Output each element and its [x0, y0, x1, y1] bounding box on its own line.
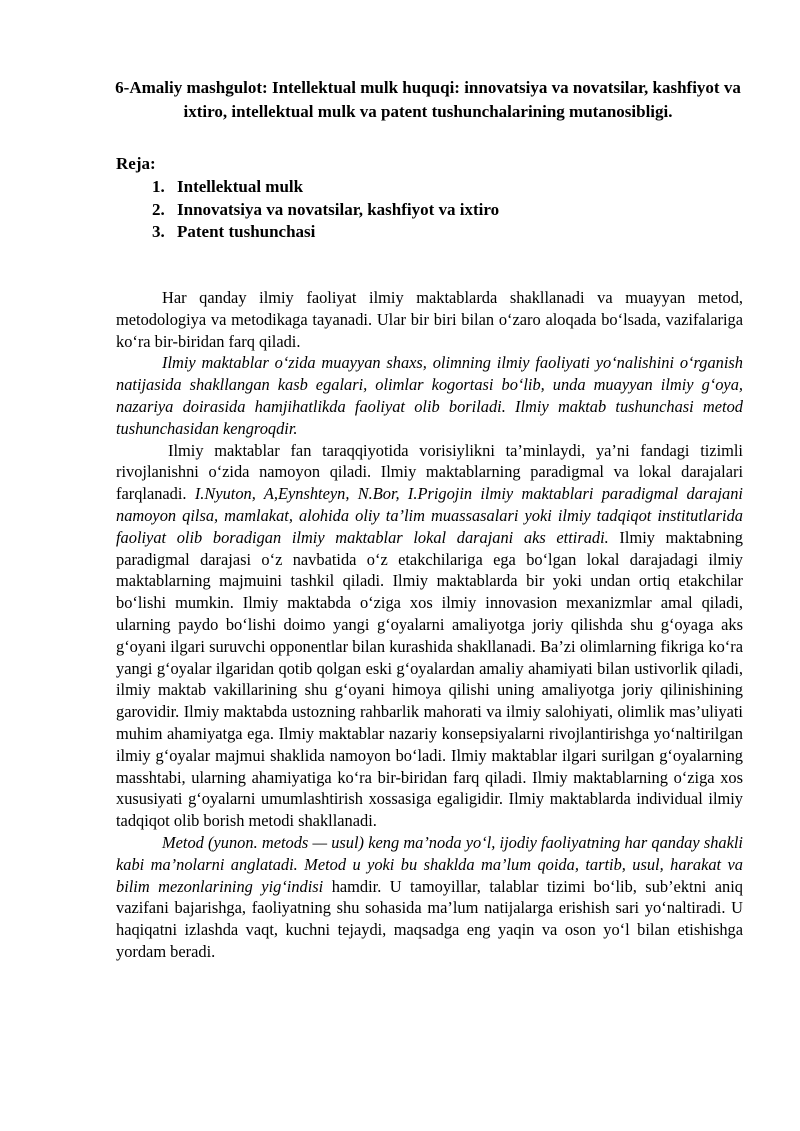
document-title: 6-Amaliy mashgulot: Intellektual mulk huquqi: innovatsiya va novatsilar, kashfiyot va ixtiro, intellektual mulk va patent tushunchalarining mutanosibligi. — [115, 78, 741, 121]
paragraph-3 — [116, 440, 743, 832]
paragraph-3-part-2: Ilmiy maktabning paradigmal darajasi o‘z navbatida o‘z etakchilariga ega bo‘lgan lokal darajadagi ilmiy maktablarning majmuini tashkil qiladi. Ilmiy maktablarda bir yoki undan ortiq etakchilar bo‘lishi mumkin. Ilmiy maktabda o‘ziga xos ilmiy innovasion mexanizmlar amal qiladi, ularning paydo bo‘lishi doimo yangi g‘oyalarni amaliyotga joriy qilishda shu g‘oyaga aks g‘oyani ilgari suruvchi opponentlar bilan kurashida shakllanadi. Ba’zi olimlarning fikriga ko‘ra yangi g‘oyalar ilgaridan qotib qolgan eski g‘oyalardan amaliy ahamiyati bilan ustivorlik qiladi, ilmiy maktab vakillarining shu g‘oyani himoya qilishi uning amaliyotga joriy qilinishining garovidir. Ilmiy maktabda ustozning rahbarlik mahorati va ilmiy salohiyati, olimlik mas’uliyati muhim ahamiyatga ega. Ilmiy maktablar nazariy konsepsiyalarni rivojlantirishga yo‘naltirilgan ilmiy g‘oyalar majmui shaklida namoyon bo‘ladi. Ilmiy maktablar ilgari surilgan g‘oyalarning masshtabi, ularning ahamiyatiga ko‘ra bir-biridan farq qiladi. Ilmiy maktablarning o‘ziga xos xususiyati g‘oyalarni umumlashtirish xossasiga egaligidir. Ilmiy maktablarda individual ilmiy tadqiqot olib borish metodi shakllanadi. — [116, 527, 743, 831]
plan-item-number: 3. — [152, 222, 165, 241]
plan-item-number: 1. — [152, 177, 165, 196]
paragraph-1: Har qanday ilmiy faoliyat ilmiy maktablarda shakllanadi va muayyan metod, metodologiya va metodikaga tayanadi. Ular bir biri bilan o‘zaro aloqada bo‘lsada, vazifalariga ko‘ra bir-biridan farq qiladi. — [116, 288, 743, 351]
plan-item-number: 2. — [152, 199, 165, 219]
plan-item — [152, 176, 499, 199]
plan-item — [152, 199, 499, 222]
plan-item — [152, 221, 499, 244]
paragraph-2: Ilmiy maktablar o‘zida muayyan shaxs, olimning ilmiy faoliyati yo‘nalishini o‘rganish natijasida shakllangan kasb egalari, olimlar kogortasi bo‘lib, unda muayyan ilmiy g‘oya, nazariya doirasida hamjihatlikda faoliyat olib boriladi. Ilmiy maktab tushunchasi metod tushunchasidan kengroqdir. — [116, 353, 743, 438]
paragraph-4-part-2: hamdir. U tamoyillar, talablar tizimi bo‘lib, sub’ektni aniq vazifani bajarishga, faoliyatning shu sohasida ma’lum natijalarga erishish sari yo‘naltiradi. U haqiqatni izlashda vaqt, kuchni tejaydi, maqsadga eng yaqin va oson yo‘l bilan etishishga yordam beradi. — [116, 876, 743, 961]
plan-item-text: Intellektual mulk — [177, 177, 304, 196]
plan-item-text: Patent tushunchasi — [177, 222, 316, 241]
paragraph-4 — [116, 832, 743, 963]
plan-list — [152, 176, 499, 244]
plan-heading: Reja: — [116, 154, 156, 173]
paragraph-3-part-1: Ilmiy maktablar fan taraqqiyotida vorisiylikni ta’minlaydi, ya’ni fandagi tizimli rivojlanishni o‘zida namoyon qiladi. Ilmiy maktablarning paradigmal va lokal darajalari farqlanadi. — [116, 440, 743, 504]
plan-item-text: Innovatsiya va novatsilar, kashfiyot va ixtiro — [177, 199, 500, 219]
body-text — [116, 287, 743, 963]
paragraph-4-italic: Metod (yunon. metods — usul) keng ma’noda yo‘l, ijodiy faoliyatning har qanday shakli kabi ma’nolarni anglatadi. Metod u yoki bu shaklda ma’lum qoida, tartib, usul, harakat va bilim mezonlarining yig‘indisi — [116, 832, 743, 896]
paragraph-3-italic: I.Nyuton, A,Eynshteyn, N.Bor, I.Prigojin ilmiy maktablari paradigmal darajani namoyon qilsa, mamlakat, alohida oliy ta’lim muassasalari yoki ilmiy tadqiqot institutlarida faoliyat olib boradigan ilmiy maktablar lokal darajani aks ettiradi. — [116, 484, 743, 547]
